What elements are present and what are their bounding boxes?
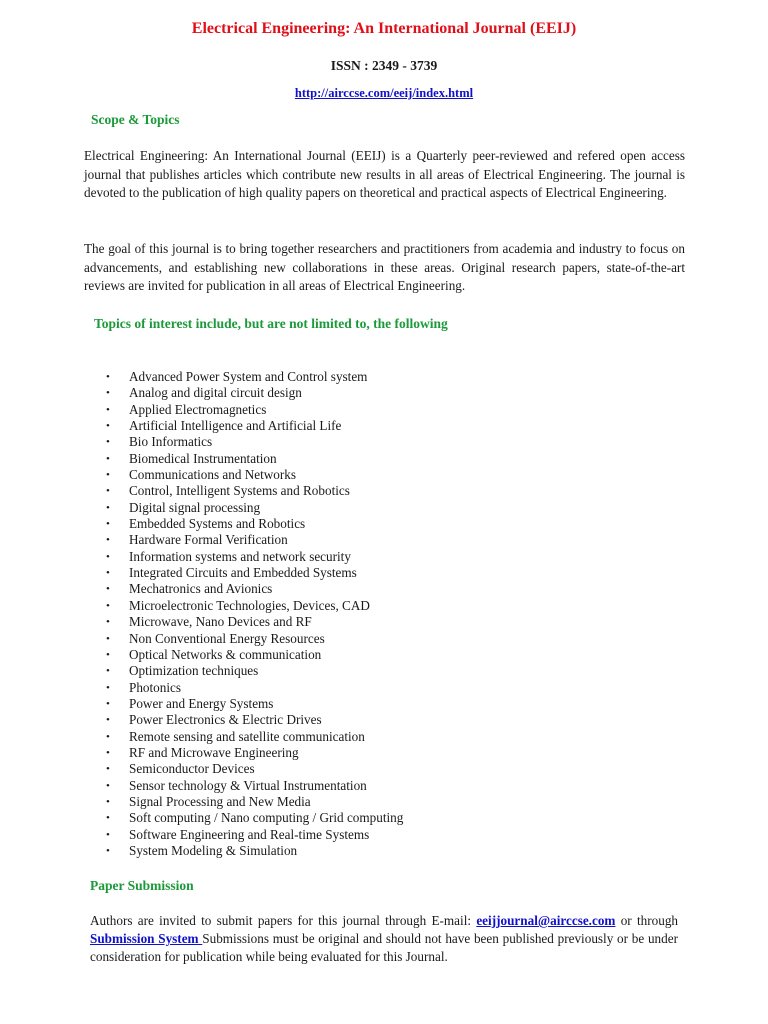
topic-list-item — [106, 729, 403, 745]
topic-list-item — [106, 712, 403, 728]
bullet-icon: • — [106, 387, 110, 400]
topic-label: Information systems and network security — [129, 548, 351, 564]
topic-label: Integrated Circuits and Embedded Systems — [129, 565, 357, 581]
bullet-icon: • — [106, 583, 110, 596]
topic-label: Non Conventional Energy Resources — [129, 630, 325, 646]
bullet-icon: • — [106, 828, 110, 841]
topic-list-item — [106, 680, 403, 696]
topic-list-item — [106, 598, 403, 614]
topic-label: Advanced Power System and Control system — [129, 369, 368, 384]
bullet-icon: • — [106, 436, 110, 449]
topic-label: Digital signal processing — [129, 499, 261, 515]
topic-list-item — [106, 418, 403, 434]
topic-label: Mechatronics and Avionics — [129, 581, 273, 597]
topic-list-item — [106, 745, 403, 761]
topic-list-item — [106, 827, 403, 843]
topic-label: Software Engineering and Real-time Systems — [129, 826, 370, 842]
topic-list-item — [106, 434, 403, 450]
topic-label: Artificial Intelligence and Artificial Life — [129, 418, 342, 434]
bullet-icon: • — [106, 844, 110, 857]
topic-label: System Modeling & Simulation — [129, 842, 298, 858]
topic-label: RF and Microwave Engineering — [129, 744, 299, 760]
topics-heading: Topics of interest include, but are not limited to, the following — [94, 316, 448, 331]
topic-list-item — [106, 810, 403, 826]
bullet-icon: • — [106, 763, 110, 776]
topic-label: Communications and Networks — [129, 467, 297, 483]
topic-list-item — [106, 761, 403, 777]
topic-label: Embedded Systems and Robotics — [129, 516, 306, 532]
topic-list-item — [106, 467, 403, 483]
scope-heading: Scope & Topics — [91, 112, 180, 127]
submission-text-intro: Authors are invited to submit papers for this journal through E-mail: — [90, 913, 477, 928]
submission-text-or: or through — [615, 913, 679, 928]
bullet-icon: • — [106, 632, 110, 645]
bullet-icon: • — [106, 567, 110, 580]
topic-list-item — [106, 402, 403, 418]
topic-label: Power Electronics & Electric Drives — [129, 712, 322, 728]
issn-label: ISSN : 2349 - 3739 — [330, 58, 438, 73]
bullet-icon: • — [106, 648, 110, 661]
bullet-icon: • — [106, 452, 110, 465]
bullet-icon: • — [106, 420, 110, 433]
topic-label: Microwave, Nano Devices and RF — [129, 614, 312, 630]
submission-text-requirements: Submissions must be original and should not have been published previously or be under consideration for publication while being evaluated for this Journal. — [90, 931, 678, 964]
bullet-icon: • — [106, 501, 110, 514]
bullet-icon: • — [106, 599, 110, 612]
topic-list-item — [106, 696, 403, 712]
topic-label: Applied Electromagnetics — [129, 401, 267, 417]
bullet-icon: • — [106, 746, 110, 759]
bullet-icon: • — [106, 534, 110, 547]
topic-list-item — [106, 549, 403, 565]
paper-submission-heading: Paper Submission — [90, 878, 194, 893]
topic-label: Biomedical Instrumentation — [129, 450, 277, 466]
bullet-icon: • — [106, 550, 110, 563]
topic-list-item — [106, 631, 403, 647]
topic-label: Microelectronic Technologies, Devices, CAD — [129, 597, 370, 613]
bullet-icon: • — [106, 371, 110, 383]
bullet-icon: • — [106, 779, 110, 792]
bullet-icon: • — [106, 697, 110, 710]
topics-list — [106, 369, 403, 859]
topic-label: Bio Informatics — [129, 434, 213, 450]
topic-list-item — [106, 794, 403, 810]
topic-list-item — [106, 483, 403, 499]
scope-paragraph-1: Electrical Engineering: An International Journal (EEIJ) is a Quarterly peer-reviewed and refered open access journal that publishes articles which contribute new results in all areas of Electrical Engineering. The journal is devoted to the publication of high quality papers on theoretical and practical aspects of Electrical Engineering. — [84, 148, 685, 201]
topic-label: Hardware Formal Verification — [129, 532, 288, 548]
topic-list-item — [106, 516, 403, 532]
bullet-icon: • — [106, 795, 110, 808]
topic-label: Optical Networks & communication — [129, 646, 322, 662]
topic-list-item — [106, 500, 403, 516]
bullet-icon: • — [106, 469, 110, 482]
journal-title: Electrical Engineering: An International Journal (EEIJ) — [191, 20, 577, 37]
topic-label: Signal Processing and New Media — [129, 793, 311, 809]
topic-label: Analog and digital circuit design — [129, 385, 302, 401]
topic-list-item — [106, 647, 403, 663]
topic-label: Remote sensing and satellite communication — [129, 728, 365, 744]
topic-label: Semiconductor Devices — [129, 761, 255, 777]
bullet-icon: • — [106, 403, 110, 416]
topic-list-item — [106, 663, 403, 679]
topic-list-item — [106, 369, 403, 385]
bullet-icon: • — [106, 485, 110, 498]
bullet-icon: • — [106, 812, 110, 825]
bullet-icon: • — [106, 665, 110, 678]
topic-list-item — [106, 385, 403, 401]
topic-label: Soft computing / Nano computing / Grid computing — [129, 810, 404, 826]
bullet-icon: • — [106, 714, 110, 727]
topic-list-item — [106, 778, 403, 794]
topic-list-item — [106, 581, 403, 597]
bullet-icon: • — [106, 518, 110, 531]
topic-label: Power and Energy Systems — [129, 695, 274, 711]
scope-paragraph-2: The goal of this journal is to bring together researchers and practitioners from academia and industry to focus on advancements, and establishing new collaborations in these areas. Original research papers, state-of-the-art reviews are invited for publication in all areas of Electrical Engineering. — [84, 241, 685, 294]
submission-system-link[interactable]: Submission System — [90, 931, 203, 946]
topic-label: Optimization techniques — [129, 663, 259, 679]
topic-label: Sensor technology & Virtual Instrumentation — [129, 777, 367, 793]
bullet-icon: • — [106, 616, 110, 629]
topic-list-item — [106, 532, 403, 548]
bullet-icon: • — [106, 681, 110, 694]
topic-list-item — [106, 843, 403, 859]
topic-label: Photonics — [129, 679, 182, 695]
bullet-icon: • — [106, 730, 110, 743]
topic-label: Control, Intelligent Systems and Robotics — [129, 483, 350, 499]
topic-list-item — [106, 451, 403, 467]
journal-url-link[interactable]: http://airccse.com/eeij/index.html — [294, 86, 474, 100]
topic-list-item — [106, 614, 403, 630]
submission-paragraph — [90, 912, 678, 966]
topic-list-item — [106, 565, 403, 581]
submission-email-link[interactable]: eeijjournal@airccse.com — [476, 913, 616, 928]
